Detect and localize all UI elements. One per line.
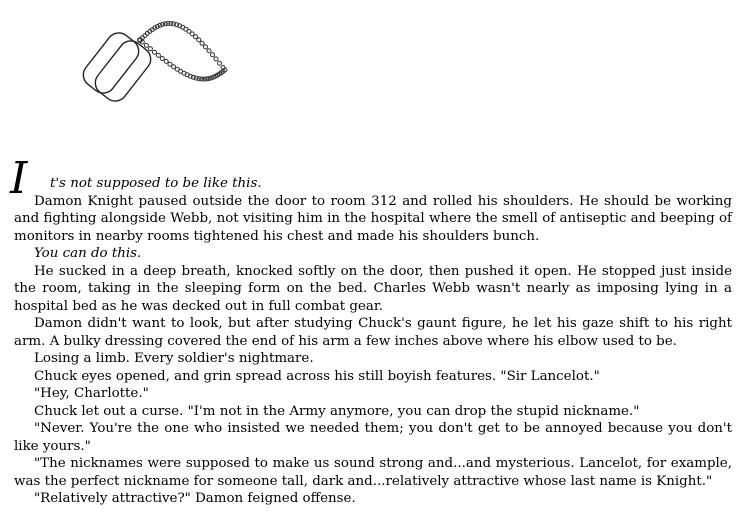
chain-bead (160, 57, 164, 61)
chain-bead (218, 61, 222, 65)
paragraph: Damon didn't want to look, but after studying Chuck's gaunt figure, he let his gaze shift to his right arm. A bulky dressing covered the end of his arm a few inches above where his elbow used to be. (14, 316, 732, 349)
opening-line (10, 153, 732, 204)
paragraph: Damon Knight paused outside the door to room 312 and rolled his shoulders. He should be working and fighting alongside Webb, not visiting him in the hospital where the smell of antiseptic and beeping of monitors in nearby rooms tightened his chest and made his shoulders bunch. (14, 193, 732, 244)
chain-bead (197, 38, 201, 42)
chain-bead (164, 59, 168, 63)
chain-bead (172, 65, 176, 69)
drop-cap: I (10, 153, 28, 204)
paragraph: "Hey, Charlotte." (34, 386, 149, 401)
dog-tags-illustration (82, 2, 232, 112)
chain-bead (211, 53, 215, 57)
chain (138, 22, 227, 82)
paragraph: "Relatively attractive?" Damon feigned offense. (34, 491, 356, 506)
paragraph: He sucked in a deep breath, knocked softly on the door, then pushed it open. He stopped just inside the room, taking in the sleeping form on the bed. Charles Webb wasn't nearly as imposing lying in a hospital bed as he was decked out in full combat gear. (14, 263, 732, 314)
chain-bead (194, 35, 198, 39)
chain-bead (156, 53, 160, 57)
chain-bead (153, 50, 157, 54)
chain-bead (144, 43, 148, 47)
paragraph: You can do this. (34, 246, 142, 261)
opening-line-text: t's not supposed to be like this. (50, 176, 262, 191)
paragraph: Chuck let out a curse. "I'm not in the Army anymore, you can drop the stupid nickname." (34, 403, 640, 419)
chain-bead (214, 57, 218, 61)
chain-bead (148, 47, 152, 51)
chapter-text (10, 153, 732, 508)
chain-bead (168, 62, 172, 66)
chain-bead (207, 49, 211, 53)
chain-bead (204, 45, 208, 49)
paragraph: Chuck eyes opened, and grin spread across his still boyish features. "Sir Lancelot." (34, 368, 600, 384)
chain-bead (200, 41, 204, 45)
paragraph: "The nicknames were supposed to make us sound strong and...and mysterious. Lancelot, for example, was the perfect nickname for someone tall, dark and...relatively attractive whose last name is Knight." (14, 456, 732, 489)
paragraph: "Never. You're the one who insisted we needed them; you don't get to be annoyed because you don't like yours." (14, 421, 732, 454)
paragraph: Losing a limb. Every soldier's nightmare. (34, 351, 314, 366)
